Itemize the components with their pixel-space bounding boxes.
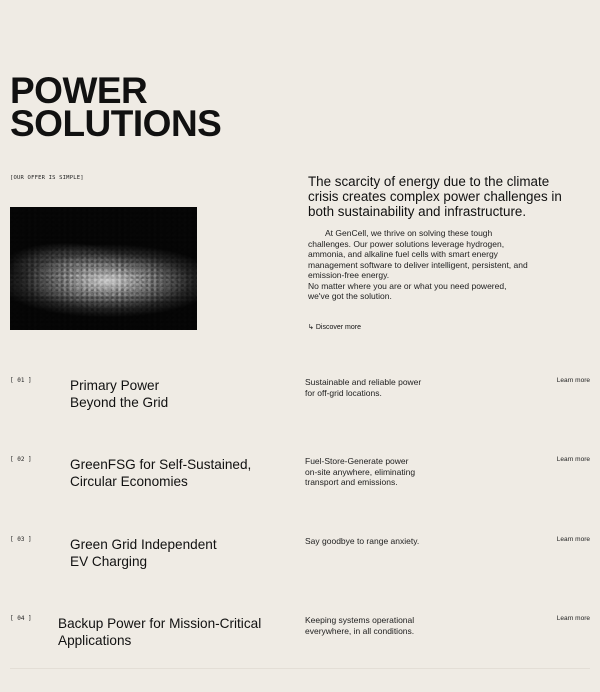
solution-number-01: [ 01 ] xyxy=(10,377,32,384)
solution-desc-greenfsg xyxy=(305,456,455,488)
solution-title-line-2: Applications xyxy=(58,633,132,648)
hero-image xyxy=(10,207,197,330)
offer-tag: [OUR OFFER IS SIMPLE] xyxy=(10,175,84,181)
intro-lead: The scarcity of energy due to the climate crisis creates complex power challenges in both sustainability and infrastructure. xyxy=(308,174,562,219)
page-title-line-2: SOLUTIONS xyxy=(10,103,222,144)
page-title-line-1: POWER xyxy=(10,70,148,111)
solution-number-02: [ 02 ] xyxy=(10,456,32,463)
solution-desc-line: everywhere, in all conditions. xyxy=(305,625,415,636)
solution-desc-ev-charging xyxy=(305,536,455,547)
discover-more-label: Discover more xyxy=(315,324,361,331)
solution-desc-backup-power xyxy=(305,615,455,636)
solution-title-line-1: Primary Power xyxy=(70,378,160,393)
solution-title-line-1: Green Grid Independent xyxy=(70,537,217,552)
solution-desc-primary-power xyxy=(305,377,455,398)
solution-title-line-1: Backup Power for Mission-Critical xyxy=(58,616,262,631)
intro-body xyxy=(308,228,528,302)
solution-title-greenfsg xyxy=(70,456,251,490)
solution-desc-line: on-site anywhere, eliminating xyxy=(305,466,416,477)
learn-more-ev-charging[interactable]: Learn more xyxy=(556,536,590,543)
solution-title-line-2: Beyond the Grid xyxy=(70,395,169,410)
solution-title-line-2: Circular Economies xyxy=(70,474,188,489)
intro-paragraph-1: At GenCell, we thrive on solving these tough challenges. Our power solutions leverage hydrogen, ammonia, and alkaline fuel cells with smart energy management software to deliver intelligent, persistent, and emission-free energy. xyxy=(308,228,528,280)
learn-more-greenfsg[interactable]: Learn more xyxy=(556,456,590,463)
solution-title-line-1: GreenFSG for Self-Sustained, xyxy=(70,457,252,472)
solution-desc-line: Say goodbye to range anxiety. xyxy=(305,536,420,546)
solution-title-ev-charging xyxy=(70,536,217,570)
solution-desc-line: Fuel-Store-Generate power xyxy=(305,456,409,466)
solution-desc-line: transport and emissions. xyxy=(305,477,398,487)
section-divider xyxy=(10,668,590,669)
learn-more-primary-power[interactable]: Learn more xyxy=(556,377,590,384)
page-title xyxy=(10,70,270,144)
solution-desc-line: Sustainable and reliable power xyxy=(305,377,422,387)
return-arrow-icon: ↳ xyxy=(308,324,314,331)
solution-desc-line: Keeping systems operational xyxy=(305,615,415,625)
learn-more-backup-power[interactable]: Learn more xyxy=(556,615,590,622)
intro-paragraph-2: No matter where you are or what you need powered, we've got the solution. xyxy=(308,280,507,301)
solution-desc-line: for off-grid locations. xyxy=(305,387,382,398)
discover-more-link[interactable] xyxy=(308,323,361,331)
solution-number-03: [ 03 ] xyxy=(10,536,32,543)
solution-title-line-2: EV Charging xyxy=(70,554,148,569)
hero-image-texture xyxy=(10,207,197,330)
solution-title-primary-power xyxy=(70,377,168,411)
solution-title-backup-power xyxy=(58,615,261,649)
solution-number-04: [ 04 ] xyxy=(10,615,32,622)
